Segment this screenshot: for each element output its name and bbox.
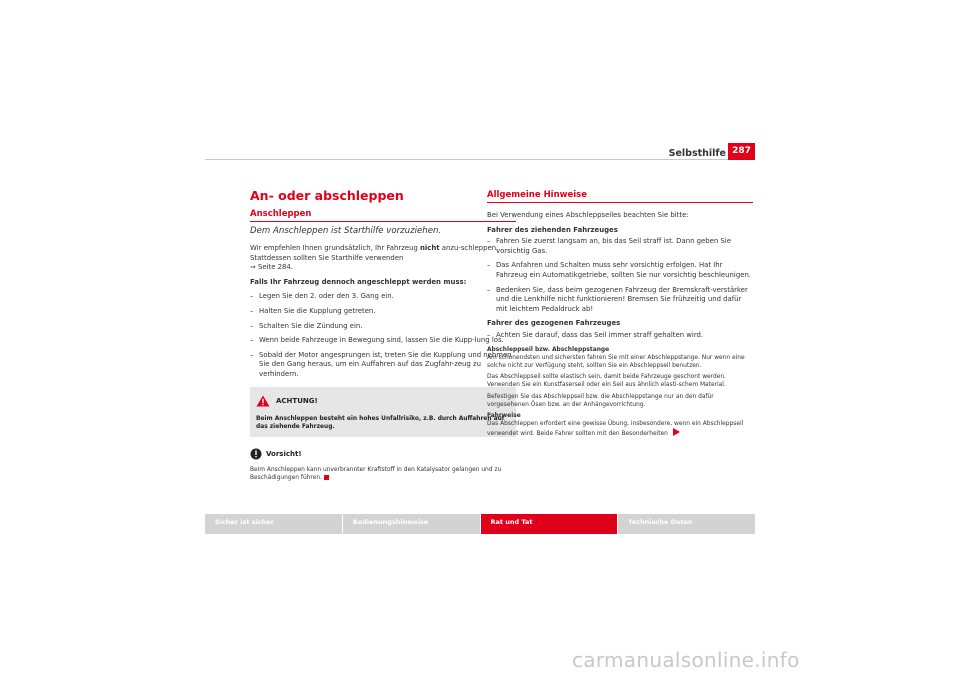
tab-sicher-ist-sicher[interactable]: Sicher ist sicher [205,514,342,534]
left-column [250,188,516,485]
warning-triangle-icon [256,392,270,411]
subsection-title-anschleppen: Anschleppen [250,209,516,222]
page-number: 287 [728,143,755,160]
list-item: – Sobald der Motor angesprungen ist, treten Sie die Kupplung und nehmen Sie den Gang heraus, um ein Auffahren auf das Zugfahr-zeug zu verhindern. [250,351,516,380]
list-item: – Fahren Sie zuerst langsam an, bis das Seil straff ist. Dann geben Sie vorsichtig Gas. [487,237,753,256]
list-item: – Halten Sie die Kupplung getreten. [250,307,516,317]
caution-note [250,445,516,482]
warning-box [250,387,516,437]
driver-towing-heading: Fahrer des ziehenden Fahrzeuges [487,225,618,234]
paragraph-text: anzu-schleppen. Stattdessen sollten Sie Starthilfe verwenden [250,244,499,262]
header-rule [205,159,755,160]
intro-text: Dem Anschleppen ist Starthilfe vorzuziehen. [250,226,442,236]
list-towed [487,331,753,341]
driving-paragraph [487,420,753,439]
page-reference-link[interactable]: ⇒ Seite 284. [250,263,293,272]
driving-paragraph-text: Das Abschleppen erfordert eine gewisse Übung, insbesondere, wenn ein Abschleppseil verwendet wird. Beide Fahrer sollten mit den Besonderheiten [487,421,744,438]
bold-instruction: Falls Ihr Fahrzeug dennoch angeschleppt werden muss: [250,277,467,286]
caution-text [250,466,516,482]
rope-paragraph-1: Am schonendsten und sichersten fahren Sie mit einer Abschleppstange. Nur wenn eine solche nicht zur Verfügung steht, sollten Sie ein Abschleppseil benutzen. [487,354,745,369]
end-marker-icon [324,475,329,480]
warning-title: ACHTUNG! [276,397,318,406]
intro-text: Bei Verwendung eines Abschleppseiles beachten Sie bitte: [487,211,689,219]
rope-paragraph-3: Befestigen Sie das Abschleppseil bzw. die Abschleppstange nur an den dafür vorgesehenen Ösen bzw. an der Anhängevorrichtung. [487,393,714,408]
watermark: carmanualsonline.info [572,648,800,672]
rope-paragraph-2: Das Abschleppseil sollte elastisch sein, damit beide Fahrzeuge geschont werden. Verwenden Sie ein Kunstfaserseil oder ein Seil aus ähnlich elasti-schem Material. [487,374,726,389]
subsection-title-allgemeine-hinweise: Allgemeine Hinweise [487,190,753,203]
emphasis-text: nicht [420,244,440,252]
driving-heading: Fahrweise [487,412,521,419]
caution-header [250,445,516,464]
paragraph-recommendation [250,244,516,273]
section-title: An- oder abschleppen [250,188,404,203]
caution-text-body: Beim Anschleppen kann unverbrannter Kraftstoff in den Katalysator gelangen und zu Beschädigungen führen. [250,466,502,481]
tab-rat-und-tat[interactable]: Rat und Tat [481,514,618,534]
list-item: – Legen Sie den 2. oder den 3. Gang ein. [250,292,516,302]
list-item: – Wenn beide Fahrzeuge in Bewegung sind, lassen Sie die Kupp-lung los. [250,336,516,346]
tab-technische-daten[interactable]: Technische Daten [618,514,755,534]
driver-towed-heading: Fahrer des gezogenen Fahrzeuges [487,319,621,328]
warning-text: Beim Anschleppen besteht ein hohes Unfallrisiko, z.B. durch Auffahren auf das ziehende Fahrzeug. [256,415,505,430]
warning-header [256,392,510,411]
list-instructions [250,292,516,379]
list-item: – Das Anfahren und Schalten muss sehr vorsichtig erfolgen. Hat Ihr Fahrzeug ein Automatikgetriebe, sollten Sie nur vorsichtig beschleunigen. [487,261,753,280]
exclamation-icon [250,445,262,464]
footer-navigation [205,514,755,534]
list-towing [487,237,753,314]
list-item: – Schalten Sie die Zündung ein. [250,322,516,332]
list-item: – Achten Sie darauf, dass das Seil immer straff gehalten wird. [487,331,753,341]
rope-heading: Abschleppseil bzw. Abschleppstange [487,346,610,353]
caution-title: Vorsicht! [266,450,302,459]
page-header-title: Selbsthilfe [668,148,726,159]
list-item: – Bedenken Sie, dass beim gezogenen Fahrzeug der Bremskraft-verstärker und die Lenkhilfe nicht funktionieren! Bremsen Sie frühzeitig und dafür mit leichtem Pedaldruck ab! [487,286,753,315]
paragraph-text: Wir empfehlen Ihnen grundsätzlich, Ihr Fahrzeug [250,244,421,252]
tab-bedienungshinweise[interactable]: Bedienungshinweise [343,514,480,534]
right-column [487,188,753,443]
continue-arrow-icon [673,428,680,439]
